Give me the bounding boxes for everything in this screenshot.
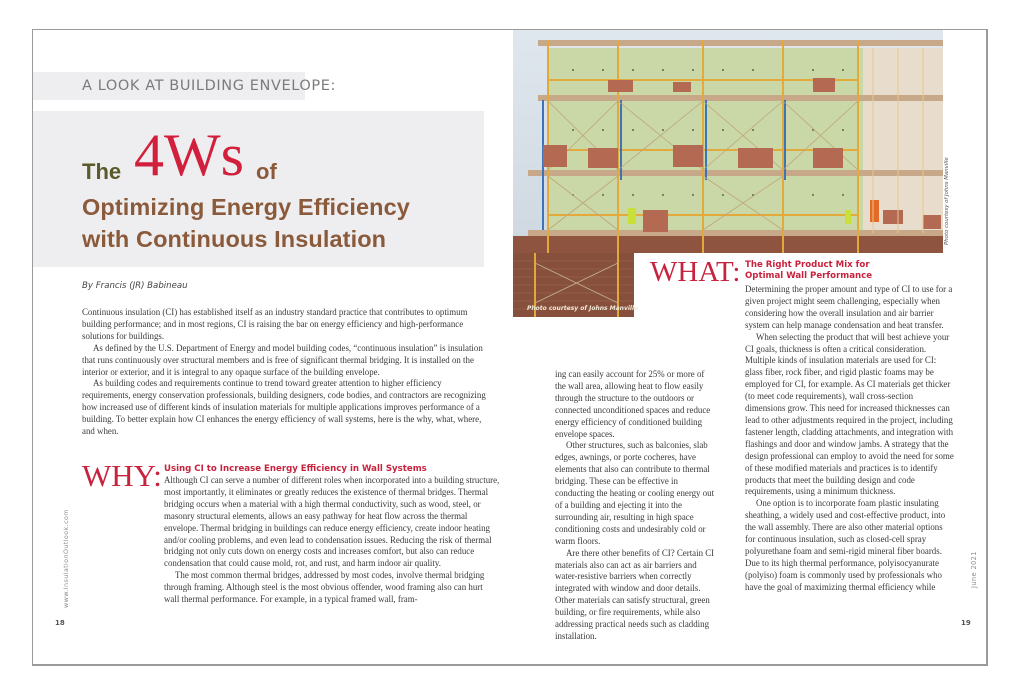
page-number-right: 19: [961, 619, 971, 627]
why-paragraph: Although CI can serve a number of different roles when incorporated into a building structure, most importantly, it eliminates or greatly reduces the existence of thermal bridges. Thermal bridging occurs when a material with a high thermal conductivity, such as wood, steel, or masonry structural elements, allows an easy pathway for heat flow across the thermal envelope. Thermal bridging in buildings can reduce energy efficiency, create indoor heating and/or cooling problems, and even lead to condensation issues. Reducing the risk of thermal bridging not only cuts down on energy costs and increases comfort, but also can reduce condensation that could cause mold, rot, and rust, and harm indoor air quality.: [164, 475, 500, 569]
title-the: The: [82, 159, 122, 184]
middle-paragraph: Other structures, such as balconies, slab edges, awnings, or porte cocheres, have elements that also can contribute to thermal bridging. These can be effective in conducting the heating or cooling energy out of a building and ejecting it into the surrounding air, resulting in high space conditioning costs and undesirably cold or warm floors.: [555, 440, 715, 546]
what-heading: [745, 260, 872, 282]
what-heading-line: Optimal Wall Performance: [745, 271, 873, 281]
intro-paragraph: As building codes and requirements continue to trend toward greater attention to higher efficiency requirements, energy conservation professionals, building designers, code bodies, and contractors are recognizing how increased use of different kinds of insulation materials for multiple applications improves performance of a building. To better explain how CI enhances the energy efficiency of wall systems, here is the why, what, where, and when.: [82, 378, 486, 437]
why-paragraph: The most common thermal bridges, addressed by most codes, involve thermal bridging through framing. Although steel is the most obvious offender, wood framing also can hurt wall thermal performance. For example, in a typical framed wall, fram-: [164, 570, 485, 605]
middle-paragraph: Are there other benefits of CI? Certain CI materials also can act as air barriers and water-resistive barriers when correctly integrated with window and door details. Other materials can satisfy structural, green building, or fire requirements, while also addressing practical needs such as cladding installation.: [555, 547, 715, 641]
page-number-left: 18: [55, 619, 65, 627]
website-url: www.InsulationOutlook.com: [62, 509, 70, 608]
scaffolding-building-image: [513, 30, 943, 253]
kicker: A LOOK AT BUILDING ENVELOPE:: [82, 78, 336, 94]
intro-text: [82, 307, 492, 438]
what-label: WHAT:: [650, 256, 741, 288]
intro-paragraph: As defined by the U.S. Department of Energy and model building codes, “continuous insulation” is insulation that runs continuously over structural members and is free of significant thermal bridging. It is installed on the interior or exterior, and it is integral to any opaque surface of the building envelope.: [82, 342, 483, 377]
title-line-1: Optimizing Energy Efficiency: [82, 194, 410, 220]
what-heading-line: The Right Product Mix for: [745, 260, 870, 270]
title-of: of: [256, 159, 277, 184]
why-heading: Using CI to Increase Energy Efficiency in Wall Systems: [164, 464, 427, 474]
photo-credit-vertical: Photo courtesy of Johns Manville: [944, 157, 950, 245]
what-paragraph: One option is to incorporate foam plastic insulating sheathing, a widely used and cost-effective product, into the wall assembly. There are also other material options for continuous insulation, such as closed-cell spray polyurethane foam and semi-rigid mineral fiber boards. Due to its high thermal performance, polyisocyanurate (polyiso) foam is commonly used by professionals who have the goal of maximizing thermal efficiency while: [745, 498, 946, 592]
byline: By Francis (JR) Babineau: [82, 281, 188, 291]
what-body: [745, 284, 955, 594]
why-label: WHY:: [82, 458, 162, 493]
title-4ws: 4Ws: [134, 122, 244, 188]
issue-date: June 2021: [970, 551, 978, 588]
intro-paragraph: Continuous insulation (CI) has established itself as an industry standard practice that contributes to optimum building performance; and in most regions, CI is raising the bar on energy efficiency and high-performance solutions for buildings.: [82, 307, 468, 341]
middle-column: [555, 369, 715, 643]
what-paragraph: When selecting the product that will best achieve your CI goals, thickness is often a critical consideration. Multiple kinds of insulation materials are used for CI: glass fiber, rock fiber, and rigid plastic foams may be employed for CI, for example. As CI materials get thicker (to meet code requirements), wall cross-section dimensions grow. This need for increased thicknesses can lead to other adjustments required in the project, including fastener length, cladding attachments, and integration with flashings and door and window jambs. A strategy that the design professional can employ to avoid the need for some of these modified materials and practices is to identify products that meet the building design and code requirements, using a minimum thickness.: [745, 331, 954, 497]
middle-paragraph: ing can easily account for 25% or more of the wall area, allowing heat to flow easily through the structure to the outdoors or connected unconditioned spaces and reduce energy efficiency of conditioned building envelope spaces.: [555, 369, 711, 439]
why-body: [164, 475, 500, 606]
title-line-2: with Continuous Insulation: [82, 226, 387, 252]
what-paragraph: Determining the proper amount and type of CI to use for a given project might seem challenging, especially when considering how the overall insulation and air barrier system can help manage condensation and heat transfer.: [745, 284, 953, 330]
construction-photo: [513, 30, 943, 253]
photo-credit: Photo courtesy of Johns Manville: [527, 305, 639, 312]
